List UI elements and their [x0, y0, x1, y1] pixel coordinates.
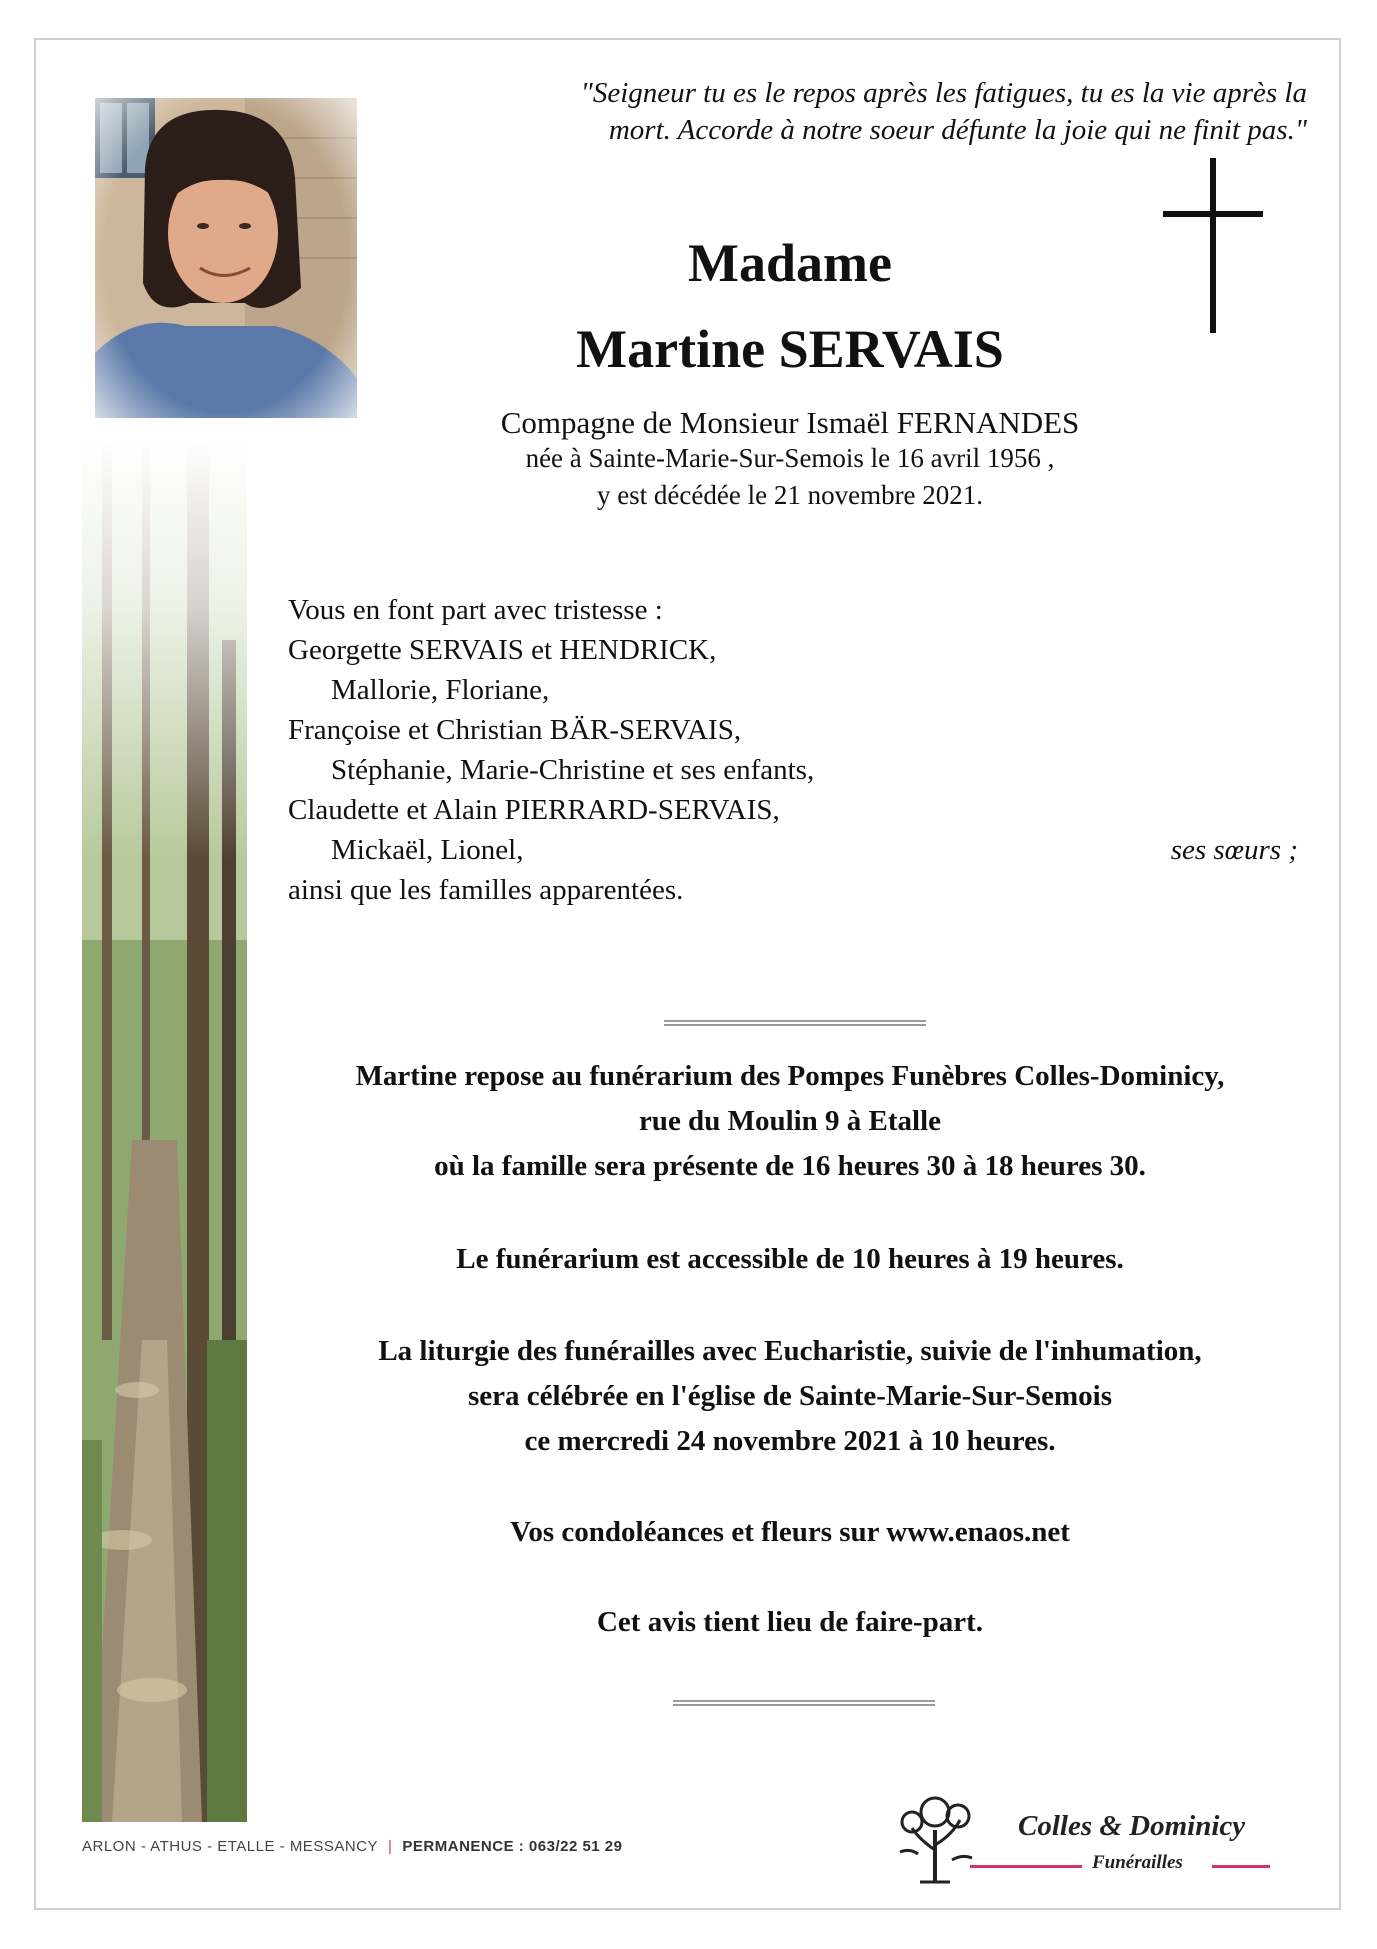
quote-line-2: mort. Accorde à notre soeur défunte la joie qui ne finit pas.": [608, 114, 1307, 146]
family-intro: Vous en font part avec tristesse :: [288, 594, 663, 626]
relation-label: ses sœurs ;: [1170, 834, 1298, 866]
family-list: [288, 590, 1298, 910]
death-line: y est décédée le 21 novembre 2021.: [596, 480, 984, 510]
divider: [673, 1700, 935, 1706]
logo-accent-line: [970, 1865, 1082, 1868]
repose-line-3: où la famille sera présente de 16 heures 30 à 18 heures 30.: [434, 1150, 1146, 1182]
company-logo: [890, 1790, 1290, 1885]
family-line: Georgette SERVAIS et HENDRICK,: [288, 634, 717, 666]
birth-line: née à Sainte-Marie-Sur-Semois le 16 avril 1956 ,: [525, 443, 1055, 473]
repose-info: [270, 1054, 1310, 1189]
condolences-info: Vos condoléances et fleurs sur www.enaos.net: [510, 1516, 1070, 1548]
logo-subtitle: Funérailles: [1092, 1852, 1183, 1873]
footer-permanence: PERMANENCE : 063/22 51 29: [402, 1838, 623, 1855]
logo-accent-line: [1212, 1865, 1270, 1868]
access-info: Le funérarium est accessible de 10 heures à 19 heures.: [456, 1243, 1124, 1275]
liturgy-line-2: sera célébrée en l'église de Sainte-Marie-Sur-Semois: [468, 1380, 1112, 1412]
liturgy-info: [270, 1329, 1310, 1464]
footer-contact: [82, 1838, 623, 1855]
family-line: Mickaël, Lionel,: [331, 834, 524, 866]
liturgy-line-3: ce mercredi 24 novembre 2021 à 10 heures.: [524, 1425, 1056, 1457]
notice-info: Cet avis tient lieu de faire-part.: [596, 1606, 984, 1638]
repose-line-1: Martine repose au funérarium des Pompes Funèbres Colles-Dominicy,: [355, 1060, 1225, 1092]
family-line: Stéphanie, Marie-Christine et ses enfants,: [331, 754, 815, 786]
tree-icon: [890, 1790, 980, 1885]
footer-separator: |: [388, 1838, 393, 1855]
family-line: Mallorie, Floriane,: [331, 674, 550, 706]
divider: [664, 1020, 926, 1026]
family-line: Claudette et Alain PIERRARD-SERVAIS,: [288, 794, 780, 826]
family-closing: ainsi que les familles apparentées.: [288, 874, 684, 906]
companion-line: Compagne de Monsieur Ismaël FERNANDES: [500, 405, 1080, 440]
footer-locations: ARLON - ATHUS - ETALLE - MESSANCY: [82, 1838, 378, 1855]
forest-fade-overlay: [82, 440, 247, 860]
family-line: Françoise et Christian BÄR-SERVAIS,: [288, 714, 742, 746]
family-line-last: [288, 830, 1298, 870]
prayer-quote: [407, 75, 1307, 149]
logo-brand: Colles & Dominicy: [1018, 1810, 1246, 1842]
honorific: Madame: [688, 233, 892, 293]
liturgy-line-1: La liturgie des funérailles avec Eucharistie, suivie de l'inhumation,: [378, 1335, 1202, 1367]
repose-line-2: rue du Moulin 9 à Etalle: [638, 1105, 942, 1137]
quote-line-1: "Seigneur tu es le repos après les fatigues, tu es la vie après la: [580, 77, 1307, 109]
deceased-name: Martine SERVAIS: [576, 319, 1004, 379]
